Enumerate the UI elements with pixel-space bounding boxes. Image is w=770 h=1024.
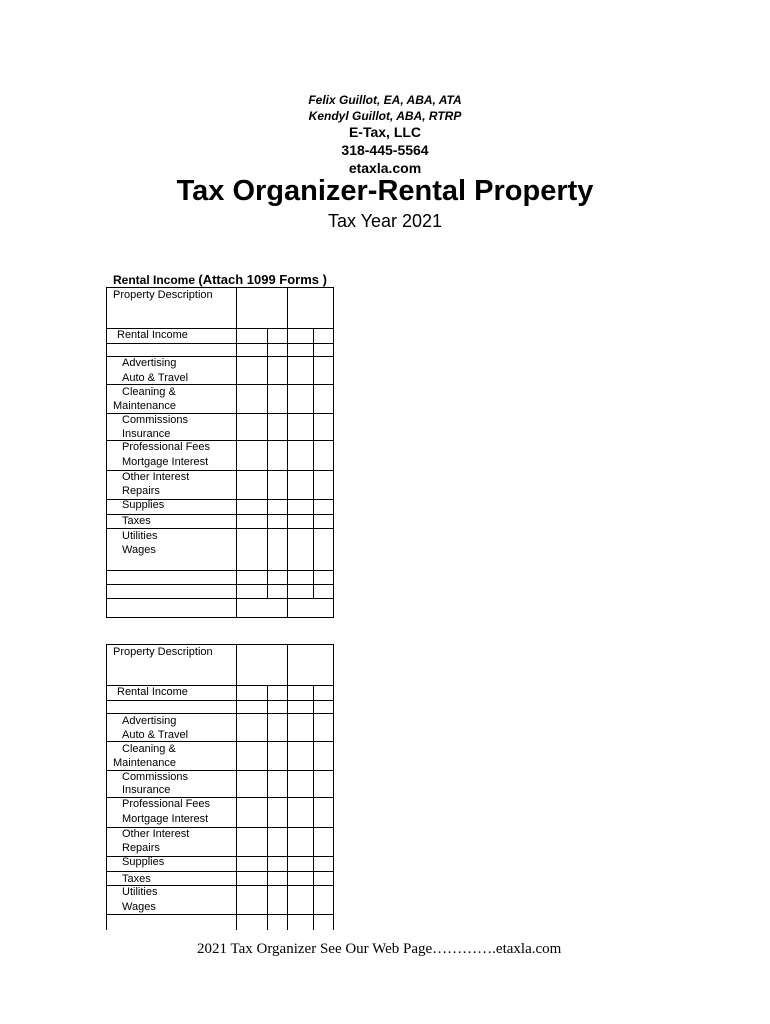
expense-supplies: Supplies <box>122 499 165 511</box>
expense-maintenance: Maintenance <box>113 400 176 412</box>
expense-cleaning: Cleaning & <box>122 386 176 398</box>
expense-commissions: Commissions <box>122 771 189 783</box>
expense-professional-fees: Professional Fees <box>122 441 211 453</box>
expense-mortgage-interest: Mortgage Interest <box>122 813 209 825</box>
company-name: E-Tax, LLC <box>348 124 422 140</box>
page-subtitle: Tax Year 2021 <box>327 211 443 231</box>
expense-supplies: Supplies <box>122 856 165 868</box>
page-title: Tax Organizer-Rental Property <box>176 175 594 207</box>
expense-wages: Wages <box>122 544 156 556</box>
phone-number: 318-445-5564 <box>341 142 429 158</box>
rental-form-1 <box>106 287 334 618</box>
expense-other-interest: Other Interest <box>122 471 190 483</box>
section-caption-label: Rental Income <box>113 273 196 287</box>
expense-auto-travel: Auto & Travel <box>122 729 189 741</box>
expense-repairs: Repairs <box>122 485 160 497</box>
expense-advertising: Advertising <box>122 715 177 727</box>
expense-advertising: Advertising <box>122 357 177 369</box>
rental-income-label: Rental Income <box>117 329 188 341</box>
preparer-name-1: Felix Guillot, EA, ABA, ATA <box>308 93 462 107</box>
expense-insurance: Insurance <box>122 784 171 796</box>
rental-income-label: Rental Income <box>117 686 188 698</box>
website: etaxla.com <box>348 160 422 176</box>
expense-commissions: Commissions <box>122 414 189 426</box>
expense-other-interest: Other Interest <box>122 828 190 840</box>
expense-maintenance: Maintenance <box>113 757 176 769</box>
expense-cleaning: Cleaning & <box>122 743 176 755</box>
expense-taxes: Taxes <box>122 873 151 885</box>
expense-repairs: Repairs <box>122 842 160 854</box>
section-caption <box>113 272 327 287</box>
expense-utilities: Utilities <box>122 530 158 542</box>
rental-form-2 <box>106 644 334 930</box>
expense-taxes: Taxes <box>122 515 151 527</box>
expense-wages: Wages <box>122 901 156 913</box>
preparer-name-2: Kendyl Guillot, ABA, RTRP <box>308 109 462 123</box>
expense-professional-fees: Professional Fees <box>122 798 211 810</box>
expense-utilities: Utilities <box>122 886 158 898</box>
page-footer: 2021 Tax Organizer See Our Web Page………….etaxla.com <box>197 941 562 957</box>
property-description-label: Property Description <box>113 646 213 658</box>
section-caption-note: (Attach 1099 Forms ) <box>198 272 327 287</box>
expense-insurance: Insurance <box>122 428 171 440</box>
property-description-label: Property Description <box>113 289 213 301</box>
expense-auto-travel: Auto & Travel <box>122 372 189 384</box>
expense-mortgage-interest: Mortgage Interest <box>122 456 209 468</box>
